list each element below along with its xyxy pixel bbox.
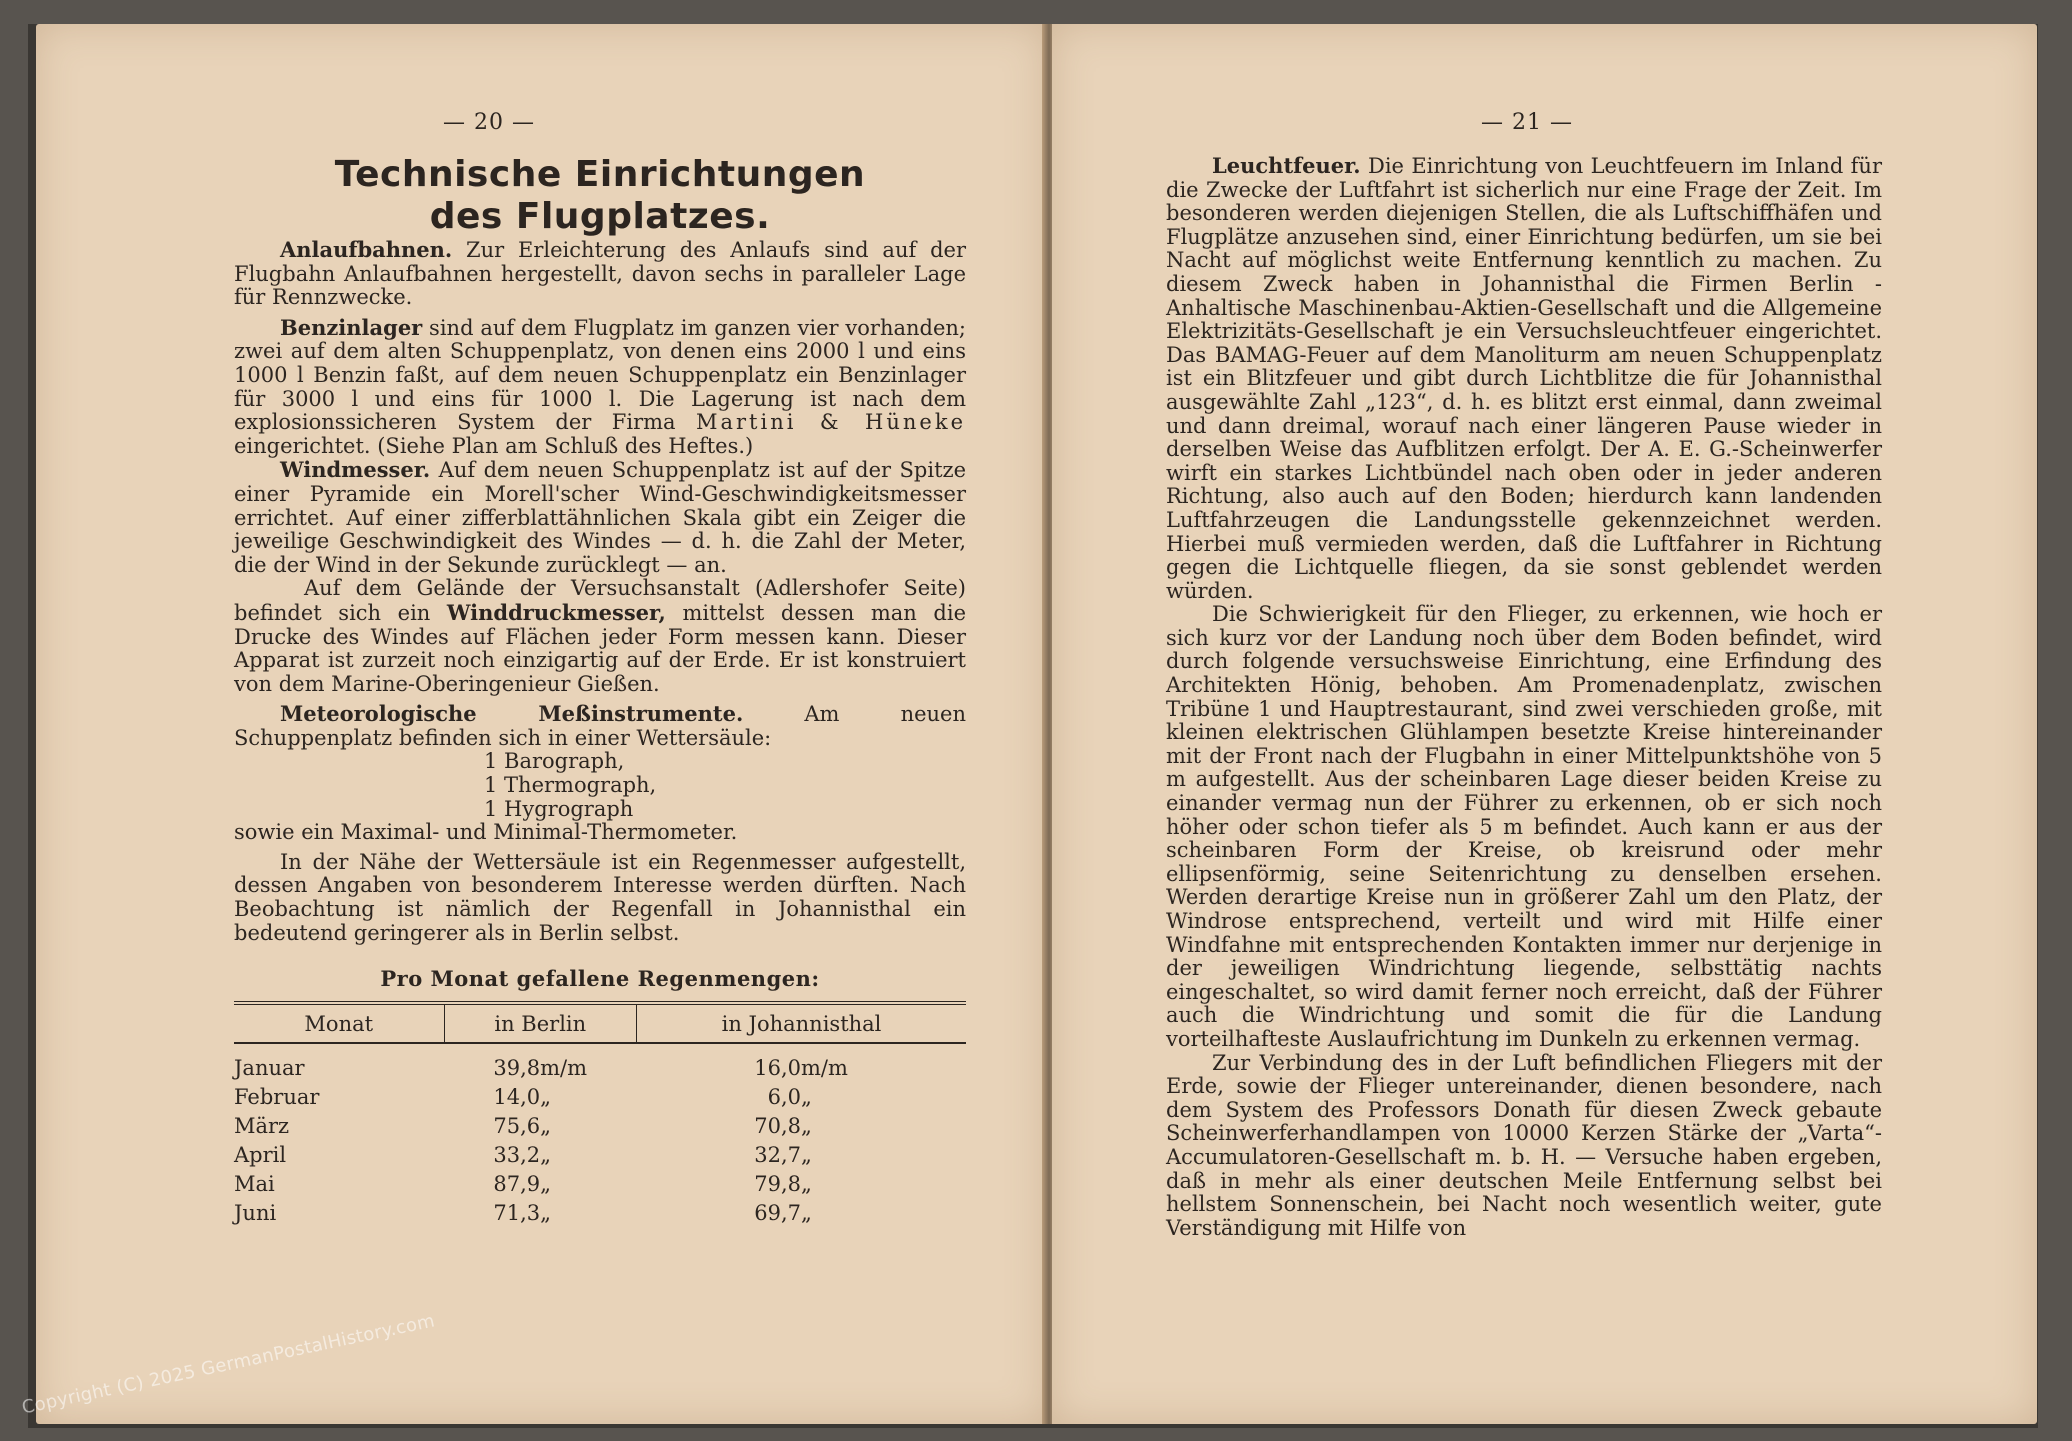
text-meteorologie: Am neuen Schuppenplatz befinden sich in einer Wettersäule: <box>234 702 966 750</box>
cell-berlin: 71,3 <box>493 1201 541 1226</box>
table-row <box>234 1083 966 1112</box>
cell-berlin-unit: „ <box>540 1114 552 1139</box>
column-header-month: Monat <box>234 1003 444 1044</box>
table-row <box>234 1170 966 1199</box>
paragraph-benzinlager <box>234 316 966 459</box>
cell-berlin-unit: „ <box>540 1143 552 1168</box>
cell-month: Februar <box>234 1085 320 1110</box>
meteo-tail: sowie ein Maximal- und Minimal-Thermometer. <box>234 820 738 845</box>
cell-berlin: 39,8 <box>493 1056 541 1081</box>
text-druck-b: mittelst dessen man die Drucke des Windes auf Flächen jeder Form messen kann. Dieser Apparat ist zurzeit noch einzigartig auf der Erde. Er ist konstruiert von dem Marine-Oberingenieur Gießen. <box>234 600 966 696</box>
copyright-watermark: Copyright (C) 2025 GermanPostalHistory.com <box>20 1310 437 1419</box>
table-row <box>234 1141 966 1170</box>
cell-month: Mai <box>234 1172 275 1197</box>
cell-johannisthal: 6,0 <box>767 1085 801 1110</box>
right-text-column <box>1166 154 1882 1240</box>
term-windmesser: Windmesser. <box>280 457 431 483</box>
cell-johannisthal: 32,7 <box>754 1143 801 1168</box>
table-row <box>234 1043 966 1083</box>
cell-berlin-unit: „ <box>540 1172 552 1197</box>
column-header-berlin: in Berlin <box>444 1003 637 1044</box>
cell-johannisthal: 70,8 <box>754 1114 801 1139</box>
cell-berlin-unit: m/m <box>540 1056 588 1081</box>
paragraph-regenmesser: In der Nähe der Wettersäule ist ein Regenmesser aufgestellt, dessen Angaben von besonderem Interesse werden dürften. Nach Beobachtung ist nämlich der Regenfall in Johannisthal ein bedeutend geringerer als in Berlin selbst. <box>234 849 966 945</box>
text-anlaufbahnen: Zur Erleichterung des Anlaufs sind auf der Flugbahn Anlaufbahnen hergestellt, davon sechs in paralleler Lage für Rennzwecke. <box>234 238 966 310</box>
page-number-right: — 21 — <box>1481 110 1573 135</box>
cell-month: Juni <box>234 1201 277 1226</box>
table-row <box>234 1199 966 1228</box>
cell-johannisthal: 16,0 <box>754 1056 801 1081</box>
term-benzinlager: Benzinlager <box>280 314 423 340</box>
paragraph-anlaufbahnen <box>234 238 966 310</box>
cell-johannisthal-unit: „ <box>801 1114 812 1139</box>
heading-line-1: Technische Einrichtungen <box>334 154 866 195</box>
cell-johannisthal-unit: „ <box>801 1172 812 1197</box>
paragraph-leuchtfeuer <box>1166 154 1882 603</box>
text-benzinlager-a: sind auf dem Flugplatz im ganzen vier vorhanden; zwei auf dem alten Schuppenplatz, von denen eins 2000 l und eins 1000 l Benzin faßt, auf dem neuen Schuppenplatz ein Benzinlager für 3000 l und eins für 1000 l. Die Lagerung ist nach dem explosionssicheren System der Firma <box>234 315 966 435</box>
list-item: 1 Hygrograph <box>484 796 634 821</box>
list-item: 1 Thermograph, <box>484 773 657 798</box>
cell-johannisthal-unit: „ <box>801 1085 812 1110</box>
table-row <box>234 1112 966 1141</box>
left-page <box>36 24 1046 1424</box>
column-header-johannisthal: in Johannisthal <box>637 1003 966 1044</box>
paragraph-winddruckmesser <box>234 577 966 696</box>
page-number-left: — 20 — <box>443 110 535 135</box>
term-meteorologie: Meteorologische Meßinstrumente. <box>280 701 744 727</box>
firm-name: Martini & Hüneke <box>696 410 966 435</box>
text-windmesser: Auf dem neuen Schuppenplatz ist auf der Spitze einer Pyramide ein Morell'scher Wind-Geschwindigkeitsmesser errichtet. Auf einer zifferblattähnlichen Skala gibt ein Zeiger die jeweilige Geschwindigkeit des Windes — d. h. die Zahl der Meter, die der Wind in der Sekunde zurücklegt — an. <box>234 458 966 577</box>
right-page <box>1052 24 2037 1424</box>
cell-berlin: 75,6 <box>493 1114 541 1139</box>
cell-johannisthal: 69,7 <box>754 1201 801 1226</box>
book-spread <box>28 24 2038 1428</box>
cell-month: April <box>234 1143 287 1168</box>
table-title: Pro Monat gefallene Regenmengen: <box>380 966 820 992</box>
paragraph-meteorologie <box>234 702 966 750</box>
cell-berlin: 33,2 <box>493 1143 541 1168</box>
heading-line-2: des Flugplatzes. <box>429 196 771 237</box>
cell-johannisthal: 79,8 <box>754 1172 801 1197</box>
text-leuchtfeuer: Die Einrichtung von Leuchtfeuern im Inland für die Zwecke der Luftfahrt ist sicherlich nur eine Frage der Zeit. Im besonderen werden diejenigen Stellen, die als Luftschiffhäfen und Flugplätze anzusehen sind, einer Einrichtung bedürfen, um sie bei Nacht auf möglichst weite Entfernung kenntlich zu machen. Zu diesem Zweck haben in Johannisthal die Firmen Berlin - Anhaltische Maschinenbau-Aktien-Gesellschaft und die Allgemeine Elektrizitäts-Gesellschaft je ein Versuchsleuchtfeuer eingerichtet. Das BAMAG-Feuer auf dem Manoliturm am neuen Schuppenplatz ist ein Blitzfeuer und gibt durch Lichtblitze die für Johannisthal ausgewählte Zahl „123“, d. h. es blitzt erst einmal, dann zweimal und dann dreimal, worauf nach einer längeren Pause wieder in derselben Weise das Aufblitzen erfolgt. Der A. E. G.-Scheinwerfer wirft ein starkes Lichtbündel nach oben oder in jeder anderen Richtung, also auch auf den Boden; hierdurch kann landenden Luftfahrzeugen die Landungsstelle gekennzeichnet werden. Hierbei muß vermieden werden, daß die Luftfahrer in Richtung gegen die Lichtquelle fliegen, da sie sonst geblendet werden würden. <box>1166 154 1882 603</box>
text-druck-a: Auf dem Gelände der Versuchsanstalt (Adlershofer Seite) befindet sich ein <box>234 576 966 625</box>
term-winddruckmesser: Winddruckmesser, <box>446 599 666 625</box>
cell-berlin: 87,9 <box>493 1172 541 1197</box>
cell-berlin-unit: „ <box>540 1085 552 1110</box>
cell-month: März <box>234 1114 290 1139</box>
cell-johannisthal-unit: m/m <box>801 1056 848 1081</box>
paragraph-windmesser <box>234 458 966 577</box>
text-benzinlager-b: eingerichtet. (Siehe Plan am Schluß des Heftes.) <box>234 433 754 458</box>
term-leuchtfeuer: Leuchtfeuer. <box>1212 153 1361 178</box>
paragraph-verbindung: Zur Verbindung des in der Luft befindlichen Fliegers mit der Erde, sowie der Flieger untereinander, dienen besondere, nach dem System des Professors Donath für diesen Zweck gebaute Scheinwerferhandlampen von 10000 Kerzen Stärke der „Varta“-Accumulatoren-Gesellschaft m. b. H. — Versuche haben ergeben, daß in mehr als einer deutschen Meile Entfernung selbst bei hellstem Sonnenschein, bei Nacht noch wesentlich weiter, gute Verständigung mit Hilfe von <box>1166 1050 1882 1240</box>
cell-berlin: 14,0 <box>493 1085 541 1110</box>
paragraph-schwierigkeit: Die Schwierigkeit für den Flieger, zu erkennen, wie hoch er sich kurz vor der Landung noch über dem Boden befindet, wird durch folgende versuchsweise Einrichtung, eine Erfindung des Architekten Hönig, behoben. Am Promenadenplatz, zwischen Tribüne 1 und Hauptrestaurant, sind zwei verschieden große, mit kleinen elektrischen Glühlampen besetzte Kreise hintereinander mit der Front nach der Flugbahn in einer Mittelpunktshöhe von 5 m aufgestellt. Aus der scheinbaren Lage dieser beiden Kreise zu einander vermag nun der Führer zu erkennen, ob er sich noch höher oder schon tiefer als 5 m befindet. Auch kann er aus der scheinbaren Form der Kreise, ob kreisrund oder mehr ellipsenförmig, seine Seitenrichtung zu denselben ersehen. Werden derartige Kreise nun in größerer Zahl um den Platz, der Windrose entsprechend, verteilt und wird mit Hilfe einer Windfahne mit entsprechenden Kontakten immer nur derjenige in der jeweiligen Windrichtung liegende, selbsttätig nachts eingeschaltet, so wird damit ferner noch erreicht, daß der Führer auch die Windrichtung und somit die für die Landung vorteilhafteste Auslaufrichtung im Dunkeln zu erkennen vermag. <box>1166 602 1882 1051</box>
term-anlaufbahnen: Anlaufbahnen. <box>280 237 453 262</box>
rainfall-table <box>234 1001 966 1229</box>
cell-johannisthal-unit: „ <box>801 1201 812 1226</box>
cell-berlin-unit: „ <box>540 1201 552 1226</box>
instrument-list <box>234 750 966 821</box>
left-text-column <box>234 154 966 1228</box>
cell-month: Januar <box>234 1056 305 1081</box>
list-item: 1 Barograph, <box>484 749 625 774</box>
section-heading <box>234 154 966 238</box>
cell-johannisthal-unit: „ <box>801 1143 812 1168</box>
